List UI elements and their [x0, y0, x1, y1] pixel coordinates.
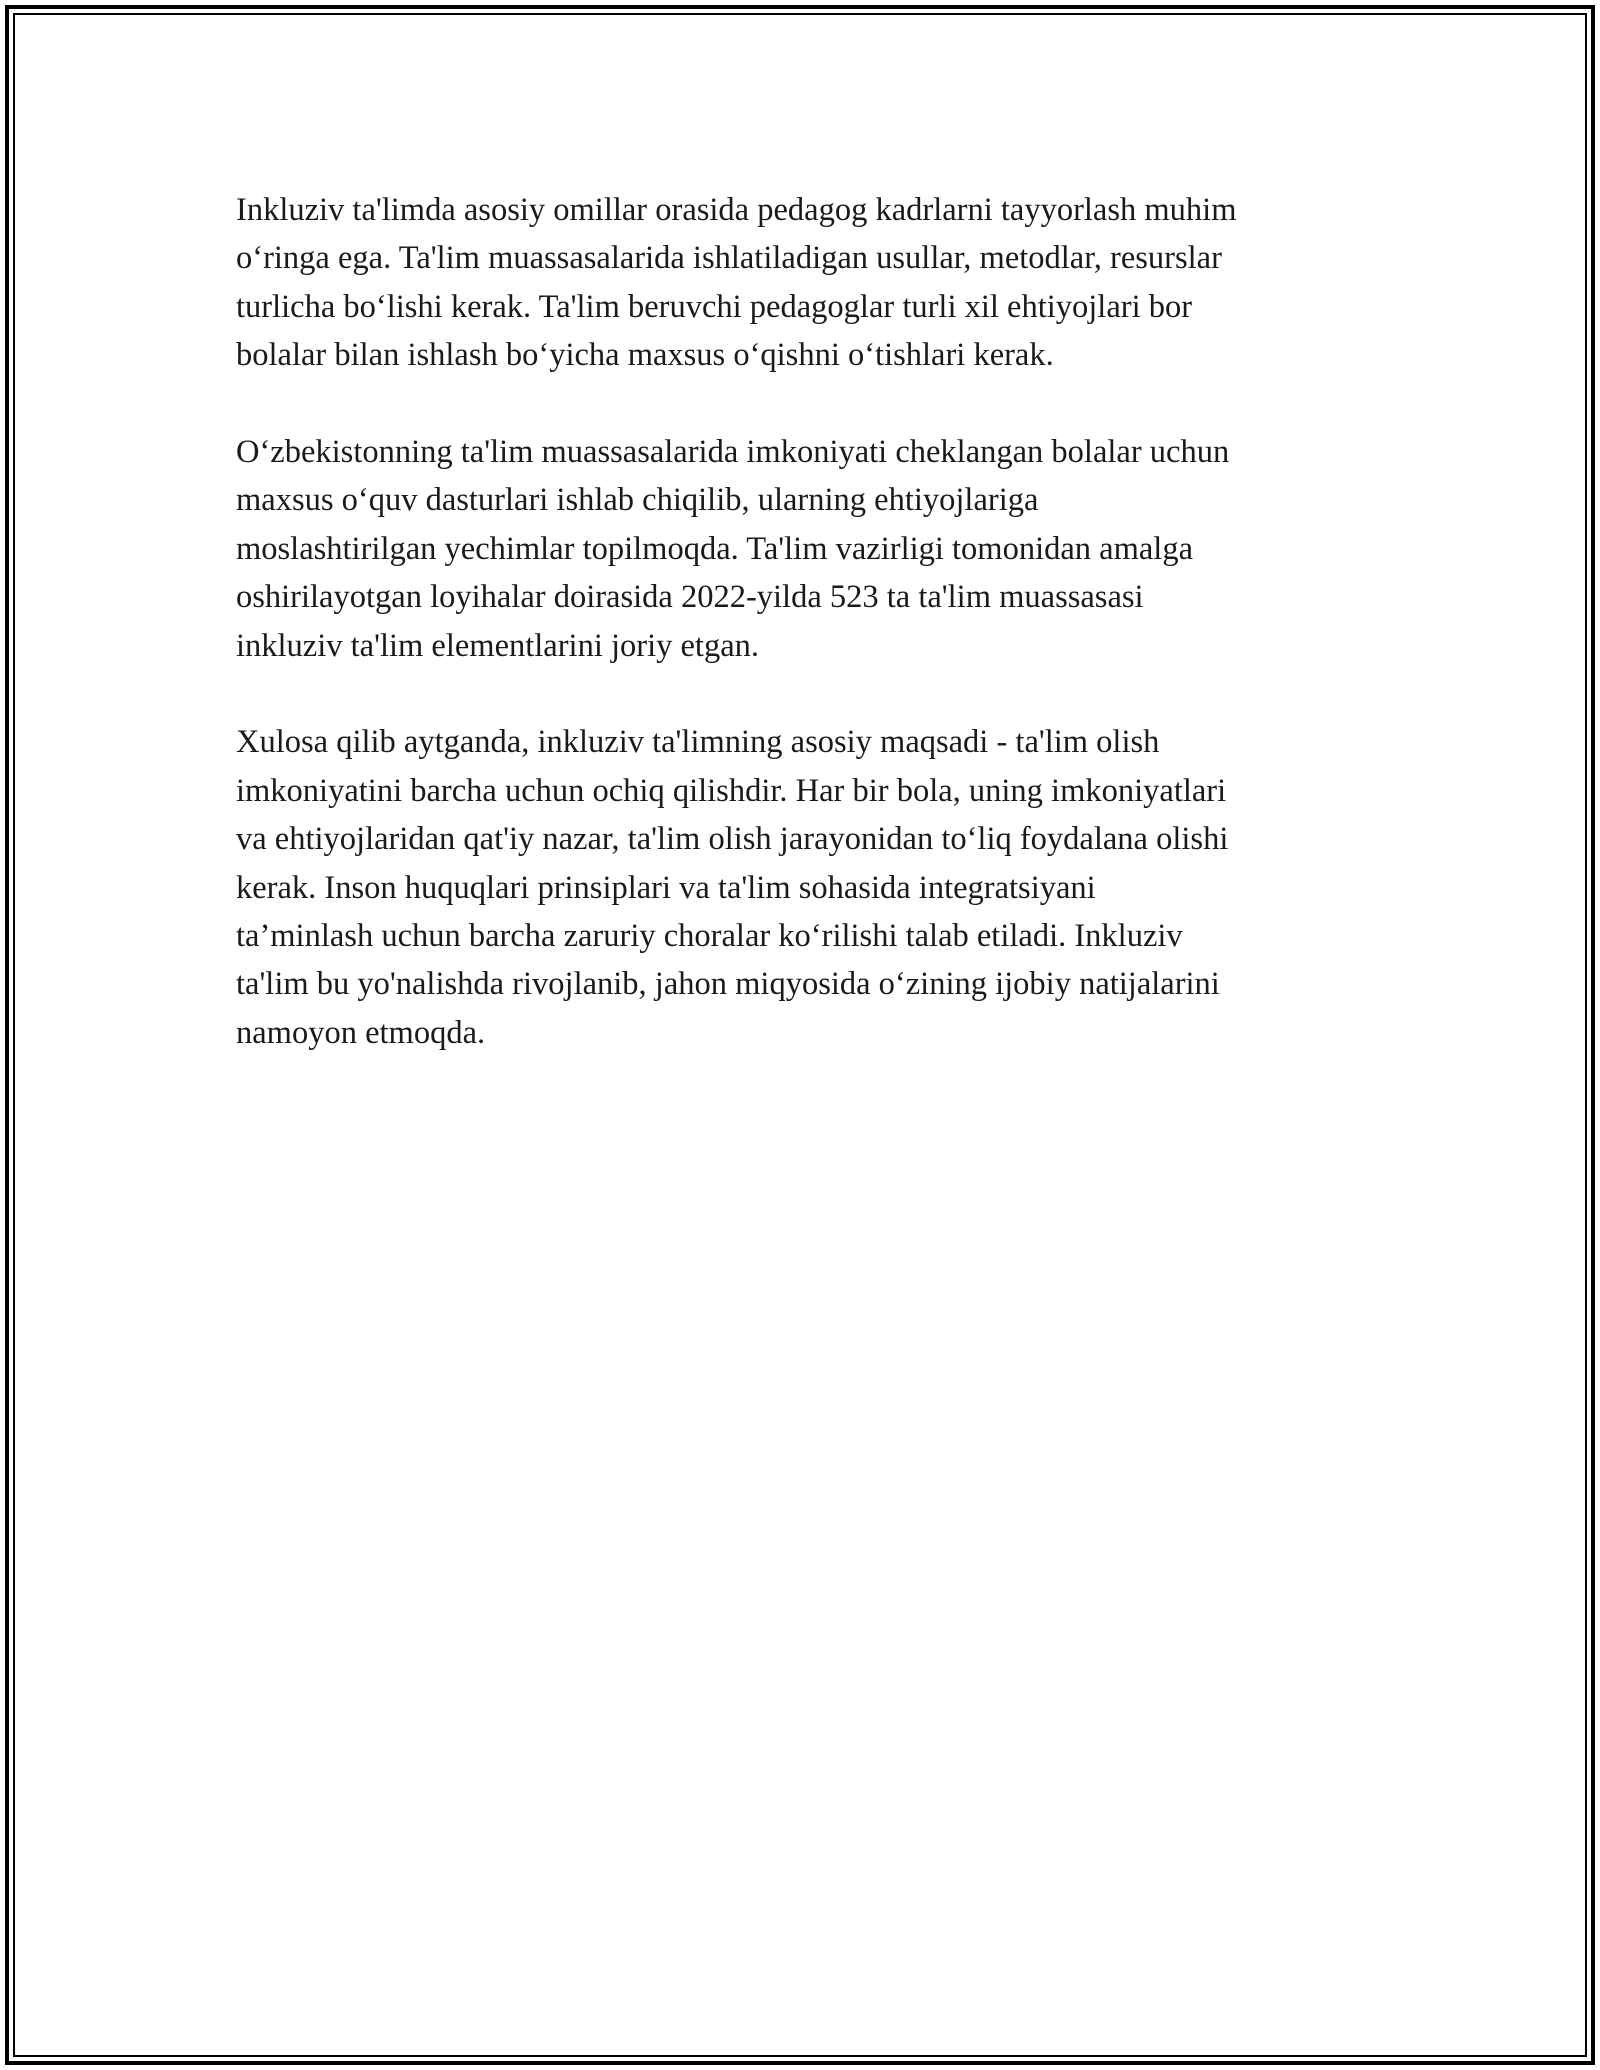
- text-line: Xulosa qilib aytganda, inkluziv ta'limning asosiy maqsadi - ta'lim olish: [236, 724, 1160, 761]
- text-line: oshirilayotgan loyihalar doirasida 2022-yilda 523 ta ta'lim muassasasi: [236, 579, 1144, 616]
- text-line: maxsus o‘quv dasturlari ishlab chiqilib, ularning ehtiyojlariga: [236, 482, 1039, 519]
- text-line: namoyon etmoqda.: [236, 1014, 486, 1051]
- text-line: bolalar bilan ishlash bo‘yicha maxsus o‘qishni o‘tishlari kerak.: [236, 337, 1054, 374]
- text-line: O‘zbekistonning ta'lim muassasalarida imkoniyati cheklangan bolalar uchun: [236, 434, 1230, 471]
- text-line: imkoniyatini barcha uchun ochiq qilishdir. Har bir bola, uning imkoniyatlari: [236, 772, 1227, 809]
- paragraph-2: [236, 428, 1366, 670]
- text-line: ta’minlash uchun barcha zaruriy choralar ko‘rilishi talab etiladi. Inkluziv: [236, 918, 1183, 955]
- text-line: inkluziv ta'lim elementlarini joriy etgan.: [236, 627, 759, 664]
- text-line: o‘ringa ega. Ta'lim muassasalarida ishlatiladigan usullar, metodlar, resurslar: [236, 240, 1222, 277]
- text-line: Inkluziv ta'limda asosiy omillar orasida pedagog kadrlarni tayyorlash muhim: [236, 192, 1237, 228]
- text-line: turlicha bo‘lishi kerak. Ta'lim beruvchi pedagoglar turli xil ehtiyojlari bor: [236, 288, 1193, 325]
- text-line: kerak. Inson huquqlari prinsiplari va ta'lim sohasida integratsiyani: [236, 869, 1096, 906]
- text-line: va ehtiyojlaridan qat'iy nazar, ta'lim olish jarayonidan to‘liq foydalana olishi: [236, 821, 1229, 858]
- text-line: ta'lim bu yo'nalishda rivojlanib, jahon miqyosida o‘zining ijobiy natijalarini: [236, 966, 1220, 1003]
- document-body: [236, 186, 1366, 1106]
- paragraph-3: [236, 718, 1366, 1057]
- paragraph-1: [236, 186, 1366, 380]
- text-line: moslashtirilgan yechimlar topilmoqda. Ta'lim vazirligi tomonidan amalga: [236, 530, 1194, 567]
